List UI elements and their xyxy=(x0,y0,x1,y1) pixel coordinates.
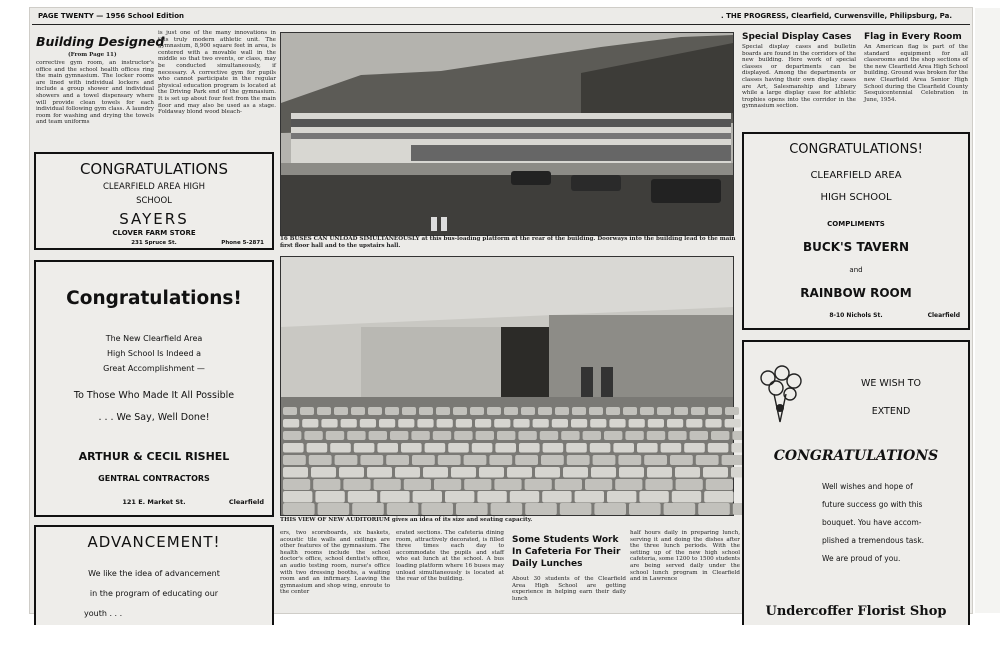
auditorium-seat xyxy=(542,491,571,503)
advancement-line2: in the program of educating our xyxy=(89,589,219,598)
bucks-name: BUCK'S TAVERN xyxy=(803,240,909,254)
bucks-and: and xyxy=(849,266,863,274)
auditorium-seat xyxy=(515,455,538,465)
page-header-right: . THE PROGRESS, Clearfield, Curwensville, Philipsburg, Pa. xyxy=(720,12,952,20)
rishel-line1: The New Clearfield Area xyxy=(105,334,203,343)
auditorium-seat xyxy=(354,443,375,453)
auditorium-seat xyxy=(417,419,433,428)
auditorium-seat xyxy=(404,479,431,490)
building-article-col2: is just one of the many innovations in this truly modern athletic unit. The gymnasium, 8,900 square feet in area, is centered with a movable wall in the middle so that two events, or class, may be conducted simultaneously, if necessary. A corrective gym for pupils who cannot participate in the regular physical education program is located at the Driving Park end of the gymnasium. It is set up about four feet from the main floor and may also be used as a stage. Foldaway blond wood bleach- xyxy=(158,30,276,116)
auditorium-seat xyxy=(623,407,637,415)
auditorium-seat xyxy=(390,431,408,440)
bucks-line2: CLEARFIELD AREA xyxy=(810,170,902,181)
newspaper-page xyxy=(30,8,972,619)
auditorium-seat xyxy=(691,407,705,415)
auditorium-seat xyxy=(453,407,467,415)
auditorium-seat xyxy=(464,479,491,490)
auditorium-seat xyxy=(347,431,365,440)
auditorium-seat xyxy=(644,455,667,465)
auditorium-seat xyxy=(647,431,665,440)
auditorium-seat xyxy=(377,443,398,453)
bouquet-icon xyxy=(754,364,806,426)
rishel-address: 121 E. Market St. xyxy=(122,498,186,506)
auditorium-seat xyxy=(334,407,348,415)
auditorium-seat xyxy=(552,419,568,428)
auditorium-seat xyxy=(572,407,586,415)
auditorium-seat xyxy=(609,419,625,428)
auditorium-seat xyxy=(538,407,552,415)
auditorium-seat xyxy=(472,443,493,453)
auditorium-seat xyxy=(640,407,654,415)
auditorium-seat xyxy=(704,491,733,503)
florist-congratulations: CONGRATULATIONS xyxy=(773,448,939,464)
florist-line6: plished a tremendous task. xyxy=(822,536,925,545)
auditorium-seat xyxy=(705,419,721,428)
building-article-col1: corrective gym room, an instructor's office and the school health offices ring the main gymnasium. The locker rooms are lined with individual lockers and include a group shower and individual showers and a towel dispensary where will provide clean towels for each individual following gym class. A laundry room for washing and drying the towels and team uniforms xyxy=(36,60,154,126)
florist-line1: WE WISH TO xyxy=(860,378,922,389)
school-building-photo xyxy=(280,32,734,236)
auditorium-seat xyxy=(475,419,491,428)
auditorium-seat xyxy=(664,503,696,515)
auditorium-seat xyxy=(708,407,722,415)
auditorium-seat xyxy=(722,455,745,465)
auditorium-seat xyxy=(607,491,636,503)
auditorium-seat xyxy=(686,419,702,428)
auditorium-seat xyxy=(521,407,535,415)
auditorium-seat xyxy=(335,455,358,465)
auditorium-seat xyxy=(401,443,422,453)
auditorium-seat xyxy=(369,431,387,440)
auditorium-seat xyxy=(618,455,641,465)
auditorium-seat xyxy=(675,467,700,478)
auditorium-seat xyxy=(412,455,435,465)
building-article-title: Building Designed xyxy=(36,34,165,49)
auditorium-seat xyxy=(456,419,472,428)
florist-line7: We are proud of you. xyxy=(822,554,901,563)
cafeteria-headline: Some Students Work In Cafeteria For Their Daily Lunches xyxy=(512,535,621,569)
auditorium-seat xyxy=(368,407,382,415)
display-cases-text: Special display cases and bulletin boards are found in the corridors of the new building. Here work of special classes or departments can be displayed. Among the departments or classes having their own display cases are Art, Salesmanship and Library while a large display case for athletic trophies opens into the corridor in the gymnasium section. xyxy=(742,44,856,110)
auditorium-seat xyxy=(648,419,664,428)
sayers-contact xyxy=(44,240,264,246)
header-rule xyxy=(32,24,970,25)
auditorium-seat xyxy=(385,407,399,415)
auditorium-seat xyxy=(445,491,474,503)
auditorium-caption: THIS VIEW OF NEW AUDITORIUM gives an idea of its size and seating capacity. xyxy=(280,517,533,523)
auditorium-seat xyxy=(594,503,626,515)
bucks-address: 8-10 Nichols St. xyxy=(829,312,883,319)
auditorium-seat xyxy=(637,443,658,453)
auditorium-seat xyxy=(647,467,672,478)
auditorium-seat xyxy=(684,443,705,453)
display-cases-title: Special Display Cases xyxy=(742,32,852,42)
auditorium-seat xyxy=(566,443,587,453)
sayers-ad xyxy=(34,152,274,250)
auditorium-seat xyxy=(711,431,729,440)
auditorium-seat xyxy=(613,443,634,453)
auditorium-seat xyxy=(504,407,518,415)
auditorium-seat xyxy=(571,419,587,428)
auditorium-seat xyxy=(326,431,344,440)
auditorium-seat xyxy=(476,431,494,440)
auditorium-seat xyxy=(540,431,558,440)
rishel-line4: To Those Who Made It All Possible xyxy=(73,390,235,401)
auditorium-seat xyxy=(676,479,703,490)
auditorium-seat xyxy=(341,419,357,428)
sayers-congrats: CONGRATULATIONS xyxy=(79,160,229,178)
sayers-store: CLOVER FARM STORE xyxy=(112,229,196,237)
auditorium-seat xyxy=(541,455,564,465)
advancement-line1: We like the idea of advancement xyxy=(88,569,220,578)
sayers-phone: Phone 5-2871 xyxy=(221,240,264,246)
auditorium-seat xyxy=(585,479,612,490)
auditorium-seat xyxy=(419,407,433,415)
auditorium-seat xyxy=(307,443,328,453)
auditorium-seat xyxy=(495,443,516,453)
auditorium-seat xyxy=(491,503,523,515)
auditorium-seat xyxy=(318,503,350,515)
auditorium-seat xyxy=(313,479,340,490)
auditorium-seat xyxy=(725,407,739,415)
auditorium-seat xyxy=(708,443,729,453)
sayers-address: 231 Spruce St. xyxy=(131,240,177,246)
rishel-city: Clearfield xyxy=(228,498,264,506)
flag-text: An American flag is part of the standard equipment for all classrooms and the shop sections of the new Clearfield Area High School building. Ground was broken for the new Clearfield Area Senior High School during the Clearfield County Sesquicentennial Celebration in June, 1954. xyxy=(864,44,968,103)
sayers-name: SAYERS xyxy=(119,210,189,228)
auditorium-seat xyxy=(489,455,512,465)
auditorium-seat xyxy=(497,431,515,440)
florist-line4: future success go with this xyxy=(822,500,923,509)
bucks-line3: HIGH SCHOOL xyxy=(820,192,892,203)
auditorium-seat xyxy=(477,491,506,503)
auditorium-seat xyxy=(525,503,557,515)
rishel-line3: Great Accomplishment — xyxy=(103,364,205,373)
auditorium-seat xyxy=(510,491,539,503)
auditorium-seat xyxy=(380,491,409,503)
auditorium-seat xyxy=(606,407,620,415)
auditorium-seat xyxy=(615,479,642,490)
rainbow-room-name: RAINBOW ROOM xyxy=(800,286,912,300)
rishel-contact xyxy=(44,498,264,506)
auditorium-seat xyxy=(645,479,672,490)
page-header-left: PAGE TWENTY — 1956 School Edition xyxy=(38,12,185,20)
bucks-tavern-ad xyxy=(742,132,970,330)
auditorium-seat xyxy=(670,455,693,465)
auditorium-seat xyxy=(706,479,733,490)
auditorium-seat xyxy=(348,491,377,503)
auditorium-seat xyxy=(434,479,461,490)
auditorium-seat xyxy=(494,479,521,490)
auditorium-seat xyxy=(525,479,552,490)
auditorium-seat xyxy=(360,455,383,465)
school-building-illustration xyxy=(281,33,733,235)
auditorium-seat xyxy=(374,479,401,490)
florist-line5: bouquet. You have accom- xyxy=(822,518,922,527)
auditorium-seat xyxy=(535,467,560,478)
rishel-trade: GENTRAL CONTRACTORS xyxy=(98,474,210,483)
auditorium-seat xyxy=(563,467,588,478)
auditorium-seat xyxy=(421,503,453,515)
auditorium-seat xyxy=(423,467,448,478)
auditorium-seat xyxy=(487,407,501,415)
bucks-contact xyxy=(752,312,960,319)
auditorium-seat xyxy=(304,431,322,440)
auditorium-seat xyxy=(464,455,487,465)
rishel-ad xyxy=(34,260,274,517)
adjacent-page-edge xyxy=(975,8,1000,613)
auditorium-seat xyxy=(411,431,429,440)
auditorium-seat xyxy=(604,431,622,440)
auditorium-seat xyxy=(352,503,384,515)
bucks-congrats: CONGRATULATIONS! xyxy=(789,142,923,157)
school-building-caption: 16 BUSES CAN UNLOAD SIMULTANEOUSLY at this bus-loading platform at the rear of the building. Doorways into the building lead to the main first floor hall and to the upstairs hall. xyxy=(280,236,736,249)
auditorium-seat xyxy=(698,503,730,515)
auditorium-seat xyxy=(672,491,701,503)
auditorium-seat xyxy=(283,503,315,515)
auditorium-seat xyxy=(589,407,603,415)
auditorium-seat xyxy=(590,419,606,428)
advancement-title: ADVANCEMENT! xyxy=(87,533,221,551)
rishel-line5: . . . We Say, Well Done! xyxy=(98,412,210,423)
auditorium-seat xyxy=(619,467,644,478)
auditorium-seat xyxy=(283,455,306,465)
florist-line2: EXTEND xyxy=(871,406,911,417)
auditorium-seat xyxy=(494,419,510,428)
auditorium-seat xyxy=(533,419,549,428)
auditorium-seat xyxy=(330,443,351,453)
auditorium-seat xyxy=(283,419,299,428)
auditorium-seat xyxy=(479,467,504,478)
auditorium-seat xyxy=(518,431,536,440)
auditorium-seat xyxy=(567,455,590,465)
rishel-title: Congratulations! xyxy=(66,288,242,309)
auditorium-seat xyxy=(387,503,419,515)
auditorium-seat xyxy=(575,491,604,503)
auditorium-photo xyxy=(280,256,734,516)
auditorium-seat xyxy=(448,443,469,453)
auditorium-seat xyxy=(339,467,364,478)
auditorium-seat xyxy=(543,443,564,453)
auditorium-seat xyxy=(367,467,392,478)
advancement-ad xyxy=(34,525,274,625)
sayers-line2: CLEARFIELD AREA HIGH xyxy=(103,182,205,192)
auditorium-seat xyxy=(283,431,301,440)
auditorium-seat xyxy=(454,431,472,440)
bottom-col2: erated sections. The cafeteria dining room, attractively decorated, is filled three times each day to accommodate the pupils and staff who eat lunch at the school. A bus loading platform where 16 buses may unload simultaneously is located at the rear of the building. xyxy=(396,530,504,583)
auditorium-seat xyxy=(583,431,601,440)
bottom-col4: half hours daily in preparing lunch, serving it and doing the dishes after the three lunch periods. With the setting up of the new high school cafeteria, some 1200 to 1500 students are being served daily under the school lunch program in Clearfield and in Lawrence xyxy=(630,530,740,583)
auditorium-seat xyxy=(283,467,308,478)
auditorium-seat xyxy=(657,407,671,415)
auditorium-seat xyxy=(507,467,532,478)
bottom-col1: ers, two scoreboards, six baskets, acoustic tile walls and ceilings are other features of the gymnasium. The health rooms include the school doctor's office, school dentist's office, an audio testing room, nurse's office with two dressing booths, a waiting room and an infirmary. Leaving the gymnasium and shop wing, enroute to the center xyxy=(280,530,390,596)
auditorium-seat xyxy=(283,479,310,490)
auditorium-seat xyxy=(300,407,314,415)
auditorium-seat xyxy=(591,467,616,478)
bucks-compliments: COMPLIMENTS xyxy=(827,220,885,228)
auditorium-seat xyxy=(395,467,420,478)
auditorium-seat xyxy=(674,407,688,415)
auditorium-seat xyxy=(661,443,682,453)
auditorium-seat xyxy=(425,443,446,453)
auditorium-seat xyxy=(433,431,451,440)
rishel-line2: High School Is Indeed a xyxy=(107,349,201,358)
auditorium-seat xyxy=(451,467,476,478)
auditorium-seat xyxy=(561,431,579,440)
auditorium-seat xyxy=(555,479,582,490)
auditorium-seat xyxy=(555,407,569,415)
auditorium-seat xyxy=(283,407,297,415)
auditorium-seat xyxy=(283,443,304,453)
seat-rows xyxy=(283,407,764,515)
auditorium-seat xyxy=(590,443,611,453)
auditorium-seat xyxy=(413,491,442,503)
auditorium-seat xyxy=(309,455,332,465)
auditorium-seat xyxy=(519,443,540,453)
auditorium-seat xyxy=(398,419,414,428)
auditorium-seat xyxy=(311,467,336,478)
building-article-continued: (From Page 11) xyxy=(68,52,117,58)
auditorium-seat xyxy=(629,419,645,428)
auditorium-seat xyxy=(639,491,668,503)
auditorium-seat xyxy=(379,419,395,428)
florist-line3: Well wishes and hope of xyxy=(822,482,913,491)
auditorium-seat xyxy=(343,479,370,490)
auditorium-seat xyxy=(437,419,453,428)
auditorium-seat xyxy=(456,503,488,515)
rishel-name: ARTHUR & CECIL RISHEL xyxy=(78,450,230,463)
auditorium-seat xyxy=(360,419,376,428)
auditorium-seat xyxy=(513,419,529,428)
bottom-col3: About 30 students of the Clearfield Area High School are getting experience in helping earn their daily lunch xyxy=(512,576,626,602)
auditorium-seat xyxy=(438,455,461,465)
florist-shop-name: Undercoffer Florist Shop xyxy=(765,604,947,619)
auditorium-seat xyxy=(690,431,708,440)
bucks-city: Clearfield xyxy=(927,312,960,319)
auditorium-seat xyxy=(321,419,337,428)
florist-ad xyxy=(742,340,970,625)
auditorium-seat xyxy=(351,407,365,415)
auditorium-seat xyxy=(696,455,719,465)
auditorium-seat xyxy=(386,455,409,465)
auditorium-seat xyxy=(283,491,312,503)
auditorium-seat xyxy=(629,503,661,515)
auditorium-seat xyxy=(625,431,643,440)
auditorium-seat xyxy=(668,431,686,440)
auditorium-seat xyxy=(470,407,484,415)
auditorium-seat xyxy=(302,419,318,428)
advancement-line3: youth . . . xyxy=(84,609,123,618)
auditorium-seat xyxy=(402,407,416,415)
auditorium-seat xyxy=(667,419,683,428)
auditorium-seat xyxy=(725,419,741,428)
auditorium-seat xyxy=(703,467,728,478)
sayers-line3: SCHOOL xyxy=(136,196,172,206)
auditorium-seat xyxy=(315,491,344,503)
auditorium-seat xyxy=(317,407,331,415)
auditorium-seat xyxy=(593,455,616,465)
auditorium-seat xyxy=(436,407,450,415)
flag-title: Flag in Every Room xyxy=(864,32,962,42)
auditorium-illustration xyxy=(281,257,733,515)
auditorium-seat xyxy=(560,503,592,515)
